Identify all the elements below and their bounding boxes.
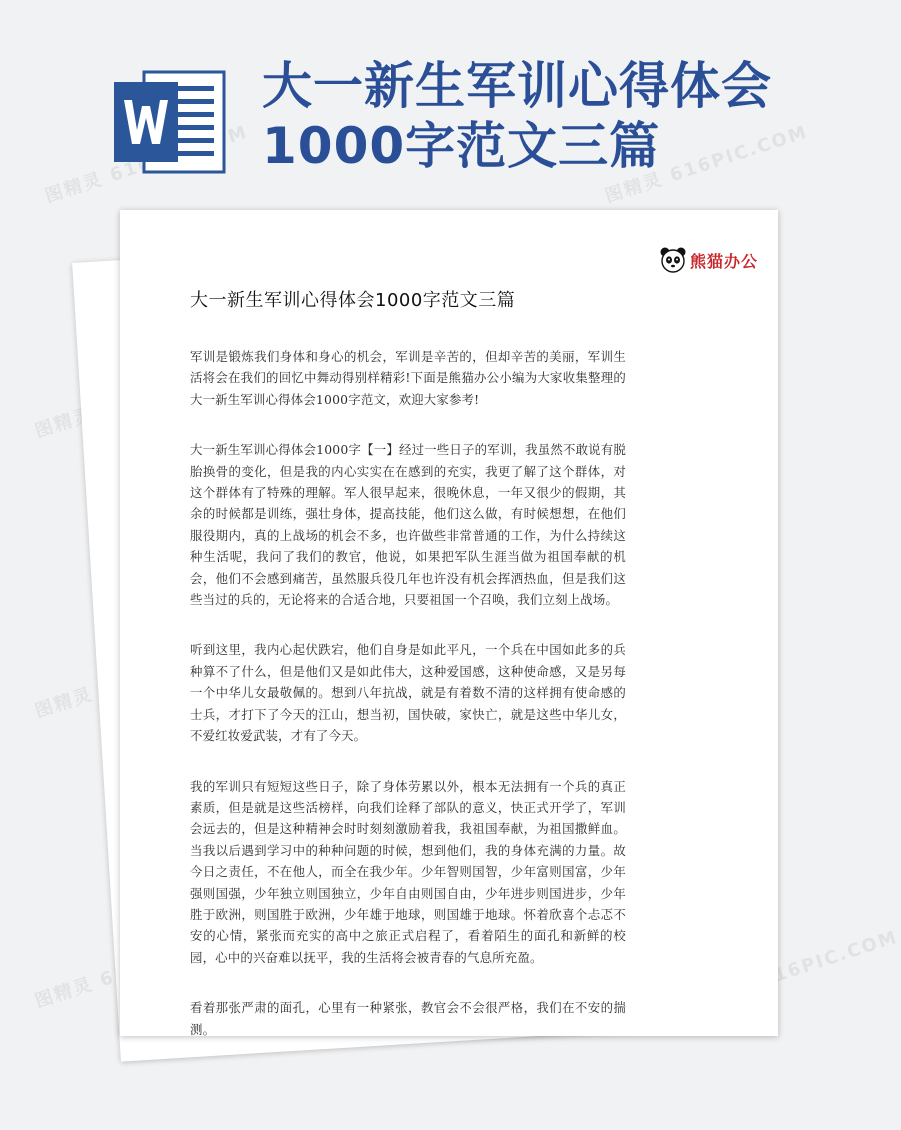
brand-logo bbox=[660, 240, 758, 280]
paragraph-4: 看着那张严肃的面孔，心里有一种紧张，教官会不会很严格，我们在不安的揣测。 bbox=[190, 1000, 626, 1037]
paragraph-intro: 军训是锻炼我们身体和身心的机会，军训是辛苦的，但却辛苦的美丽，军训生活将会在我们的回忆中舞动得别样精彩!下面是熊猫办公小编为大家收集整理的大一新生军训心得体会1000字范文，欢迎大家参考! bbox=[190, 349, 626, 407]
document-page bbox=[120, 210, 778, 1036]
document-title: 大一新生军训心得体会1000字范文三篇 bbox=[190, 290, 516, 311]
watermark: 图精灵 bbox=[32, 683, 96, 723]
watermark: 图精灵 bbox=[32, 403, 96, 443]
paragraph-3: 我的军训只有短短这些日子，除了身体劳累以外，根本无法拥有一个兵的真正素质，但是就是这些活榜样，向我们诠释了部队的意义，快正式开学了，军训会远去的，但是这种精神会时时刻刻激励着我，我祖国奉献，为祖国撒鲜血。当我以后遇到学习中的种种问题的时候，想到他们，我的身体充满的力量。故今日之责任，不在他人，而全在我少年。少年智则国智，少年富则国富，少年强则国强，少年独立则国独立，少年自由则国自由，少年进步则国进步，少年胜于欧洲，则国胜于欧洲，少年雄于地球，则国雄于地球。怀着欣喜个忐忑不安的心情，紧张而充实的高中之旅正式启程了，看着陌生的面孔和新鲜的校园，心中的兴奋难以抚平，我的生活将会被青春的气息所充盈。 bbox=[190, 778, 626, 965]
paragraph-1: 大一新生军训心得体会1000字【一】经过一些日子的军训，我虽然不敢说有脱胎换骨的变化，但是我的内心实实在在感到的充实，我更了解了这个群体，对这个群体有了特殊的理解。军人很早起来，很晚休息，一年又很少的假期，其余的时候都是训练，强壮身体，提高技能，他们这么做，有时候想想，在他们服役期内，真的上战场的机会不多，也许做些非常普通的工作，为什么持续这种生活呢，我问了我们的教官，他说，如果把军队生涯当做为祖国奉献的机会，他们不会感到痛苦，虽然服兵役几年也许没有机会挥洒热血，但是我们这些当过的兵的，无论将来的合适合地，只要祖国一个召唤，我们立刻上战场。 bbox=[190, 442, 626, 608]
panda-icon bbox=[660, 247, 686, 273]
banner-title bbox=[262, 56, 782, 176]
watermark: 图精灵 616PIC.COM bbox=[602, 121, 811, 208]
banner-title-line1: 大一新生军训心得体会 bbox=[262, 57, 772, 115]
document-body bbox=[190, 346, 626, 1069]
brand-name: 熊猫办公 bbox=[689, 251, 758, 271]
word-icon bbox=[110, 66, 230, 176]
banner-title-line2: 1000字范文三篇 bbox=[262, 117, 661, 175]
watermark: 图精灵 bbox=[42, 168, 106, 208]
watermark: 图精灵 616PIC.COM bbox=[692, 926, 901, 1013]
watermark: 图精灵 bbox=[32, 973, 96, 1013]
paragraph-2: 听到这里，我内心起伏跌宕，他们自身是如此平凡，一个兵在中国如此多的兵种算不了什么，但是他们又是如此伟大，这种爱国感，这种使命感，又是另每一个中华儿女最敬佩的。想到八年抗战，就是有着数不清的这样拥有使命感的士兵，才打下了今天的江山，想当初，国快破，家快亡，就是这些中华儿女，不爱红妆爱武装，才有了今天。 bbox=[190, 642, 626, 744]
